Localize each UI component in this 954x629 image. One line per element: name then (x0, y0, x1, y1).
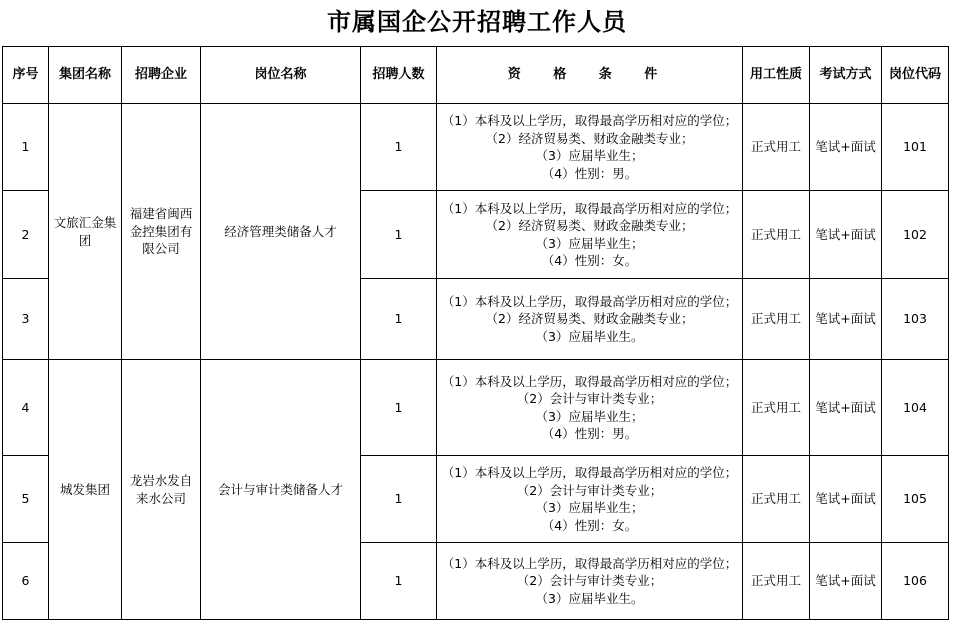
row-no: 4 (3, 360, 49, 456)
requirement-line: （2）会计与审计类专业； (516, 391, 663, 406)
exam-method: 笔试+面试 (810, 191, 882, 279)
position-code: 104 (882, 360, 949, 456)
requirement-line: （3）应届毕业生； (535, 500, 644, 515)
position-code: 103 (882, 279, 949, 360)
hire-count: 1 (361, 279, 437, 360)
requirements-cell (437, 191, 743, 279)
table-row (3, 104, 949, 191)
header-company: 招聘企业 (122, 47, 201, 104)
requirement-line: （1）本科及以上学历，取得最高学历相对应的学位； (441, 373, 738, 389)
requirement-line: （1）本科及以上学历，取得最高学历相对应的学位； (441, 200, 738, 216)
position-code: 102 (882, 191, 949, 279)
page-title: 市属国企公开招聘工作人员 (327, 7, 627, 36)
requirement-line: （4）性别：女。 (541, 517, 638, 533)
requirement-line: （1）本科及以上学历，取得最高学历相对应的学位； (441, 293, 738, 309)
position-name: 经济管理类储备人才 (201, 104, 361, 360)
exam-method: 笔试+面试 (810, 456, 882, 543)
requirement-line: （1）本科及以上学历，取得最高学历相对应的学位； (441, 555, 738, 571)
requirement-line: （1）本科及以上学历，取得最高学历相对应的学位； (441, 465, 738, 480)
employment-type: 正式用工 (743, 279, 810, 360)
requirement-line: （2）经济贸易类、财政金融类专业； (485, 311, 694, 327)
requirement-line: （4）性别：男。 (541, 165, 638, 181)
group-name: 城发集团 (49, 360, 122, 620)
exam-method: 笔试+面试 (810, 360, 882, 456)
hire-count: 1 (361, 104, 437, 191)
requirement-line: （2）会计与审计类专业； (516, 573, 663, 589)
position-name: 会计与审计类储备人才 (201, 360, 361, 620)
requirement-line: （1）本科及以上学历，取得最高学历相对应的学位； (441, 113, 738, 128)
hire-count: 1 (361, 456, 437, 543)
requirement-line: （2）经济贸易类、财政金融类专业； (485, 130, 694, 146)
row-no: 5 (3, 456, 49, 543)
row-no: 1 (3, 104, 49, 191)
requirements-cell (437, 279, 743, 360)
requirement-line: （2）经济贸易类、财政金融类专业； (485, 218, 694, 233)
employment-type: 正式用工 (743, 360, 810, 456)
requirements-cell (437, 360, 743, 456)
row-no: 6 (3, 543, 49, 620)
exam-method: 笔试+面试 (810, 104, 882, 191)
row-no: 3 (3, 279, 49, 360)
header-group: 集团名称 (49, 47, 122, 104)
requirements-cell (437, 543, 743, 620)
header-position-code: 岗位代码 (882, 47, 949, 104)
requirement-line: （3）应届毕业生； (535, 148, 644, 163)
employment-type: 正式用工 (743, 191, 810, 279)
requirements-cell (437, 456, 743, 543)
header-position: 岗位名称 (201, 47, 361, 104)
employment-type: 正式用工 (743, 543, 810, 620)
header-row (3, 47, 949, 104)
hire-count: 1 (361, 191, 437, 279)
header-requirements: 资 格 条 件 (437, 47, 743, 104)
header-count: 招聘人数 (361, 47, 437, 104)
header-no: 序号 (3, 47, 49, 104)
hire-count: 1 (361, 360, 437, 456)
company-name: 福建省闽西金控集团有限公司 (122, 104, 201, 360)
exam-method: 笔试+面试 (810, 543, 882, 620)
position-code: 105 (882, 456, 949, 543)
requirement-line: （4）性别：女。 (541, 253, 638, 268)
requirement-line: （3）应届毕业生。 (535, 590, 644, 606)
hire-count: 1 (361, 543, 437, 620)
requirement-line: （2）会计与审计类专业； (516, 482, 663, 498)
exam-method: 笔试+面试 (810, 279, 882, 360)
recruitment-table (2, 46, 949, 620)
company-name: 龙岩水发自来水公司 (122, 360, 201, 620)
header-employment-type: 用工性质 (743, 47, 810, 104)
employment-type: 正式用工 (743, 104, 810, 191)
requirement-line: （3）应届毕业生； (535, 235, 644, 251)
group-name: 文旅汇金集团 (49, 104, 122, 360)
header-exam-method: 考试方式 (810, 47, 882, 104)
table-row (3, 360, 949, 456)
requirement-line: （3）应届毕业生； (535, 408, 644, 424)
position-code: 106 (882, 543, 949, 620)
position-code: 101 (882, 104, 949, 191)
row-no: 2 (3, 191, 49, 279)
requirements-cell (437, 104, 743, 191)
requirement-line: （3）应届毕业生。 (535, 328, 644, 344)
requirement-line: （4）性别：男。 (541, 426, 638, 441)
employment-type: 正式用工 (743, 456, 810, 543)
